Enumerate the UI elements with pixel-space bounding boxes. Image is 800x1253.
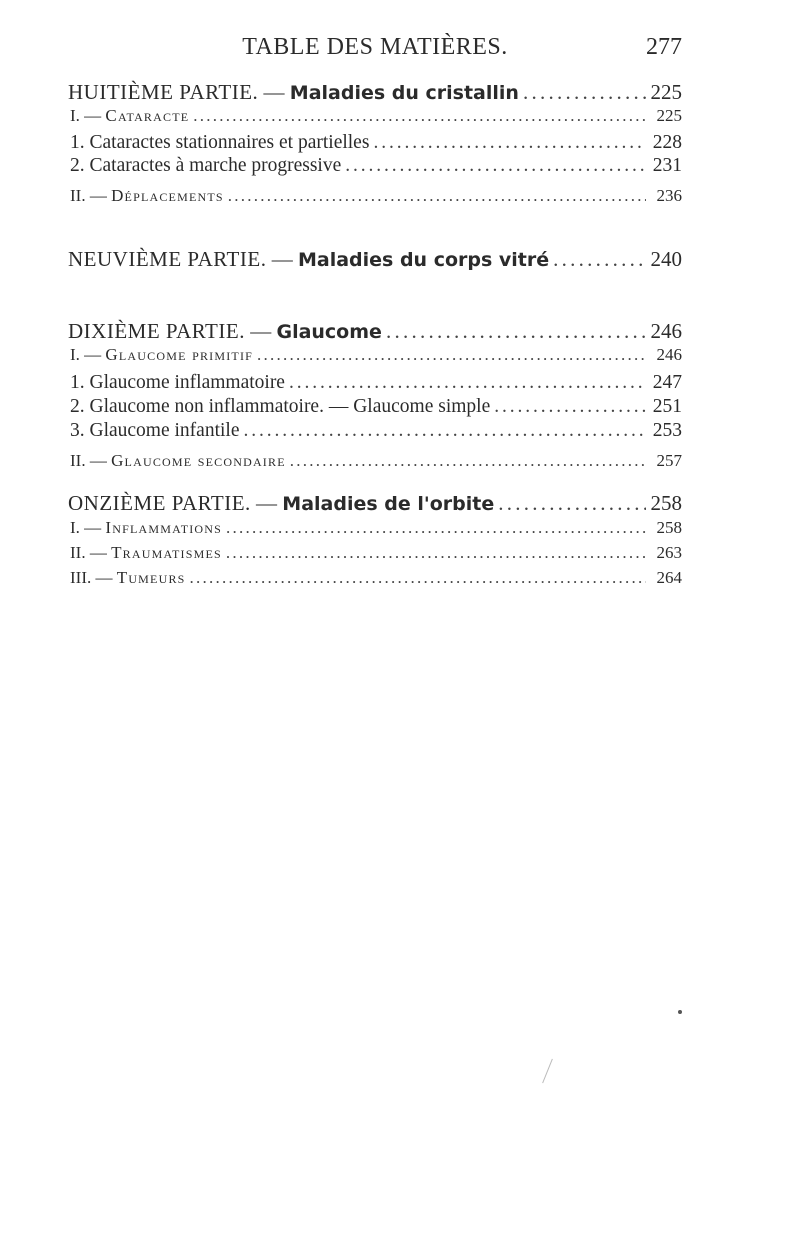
toc-item-entry[interactable]	[68, 155, 682, 179]
part-number: DIXIÈME PARTIE.	[68, 319, 245, 343]
toc-section-entry[interactable]	[68, 106, 682, 130]
page-ref: 225	[656, 106, 682, 125]
page-ref: 251	[652, 396, 682, 417]
part-number: NEUVIÈME PARTIE.	[68, 247, 267, 271]
page-ref: 258	[656, 518, 682, 537]
toc-section-entry[interactable]	[68, 543, 682, 567]
item-number: 1.	[70, 372, 85, 393]
item-number: 1.	[70, 132, 85, 153]
part-title: Glaucome	[276, 321, 382, 343]
page-ref: 264	[656, 568, 682, 587]
running-header	[68, 34, 682, 68]
toc-section-entry[interactable]	[68, 451, 682, 475]
dot-leader	[193, 106, 646, 126]
dot-leader	[523, 80, 646, 105]
dot-leader	[498, 491, 646, 516]
section-dash: —	[85, 543, 112, 562]
part-dash: —	[250, 491, 283, 515]
section-roman: II.	[70, 543, 86, 562]
page-ref: 258	[650, 491, 682, 515]
toc-part-entry[interactable]	[68, 247, 682, 271]
toc-section-entry[interactable]	[68, 345, 682, 369]
section-roman: II.	[70, 186, 86, 205]
section-dash: —	[85, 451, 112, 470]
part-title: Maladies du corps vitré	[297, 249, 550, 271]
toc-item-entry[interactable]	[68, 132, 682, 156]
section-roman: III.	[70, 568, 92, 587]
dot-leader	[373, 132, 646, 154]
paper-mark	[542, 1059, 553, 1083]
item-number: 2.	[70, 155, 85, 176]
dot-leader	[494, 396, 646, 418]
toc-part-entry[interactable]	[68, 80, 682, 104]
section-title: Déplacements	[111, 186, 224, 205]
page-ref: 228	[652, 132, 682, 153]
section-roman: I.	[70, 518, 80, 537]
toc-section-entry[interactable]	[68, 568, 682, 592]
dot-leader	[345, 155, 646, 177]
section-roman: I.	[70, 345, 80, 364]
dot-leader	[243, 420, 646, 442]
page-ref: 246	[650, 319, 682, 343]
part-dash: —	[258, 80, 290, 104]
dot-leader	[228, 186, 646, 206]
toc-item-entry[interactable]	[68, 420, 682, 444]
item-title: Glaucome non inflammatoire. — Glaucome simple	[89, 396, 491, 417]
part-number: ONZIÈME PARTIE.	[68, 491, 251, 515]
toc-section-entry[interactable]	[68, 518, 682, 542]
section-title: Traumatismes	[111, 543, 222, 562]
part-number: HUITIÈME PARTIE.	[68, 80, 259, 104]
dot-leader	[257, 345, 646, 365]
part-title: Maladies du cristallin	[289, 82, 519, 104]
page-title: TABLE DES MATIÈRES.	[242, 34, 508, 60]
section-dash: —	[79, 518, 106, 537]
section-title: Tumeurs	[116, 568, 186, 587]
section-dash: —	[79, 345, 106, 364]
page-ref: 225	[650, 80, 682, 104]
part-dash: —	[266, 247, 298, 271]
page-number: 277	[646, 34, 682, 60]
page-ref: 253	[652, 420, 682, 441]
section-dash: —	[79, 106, 106, 125]
dot-leader	[290, 451, 646, 471]
toc-part-entry[interactable]	[68, 319, 682, 343]
page-ref: 231	[652, 155, 682, 176]
dot-leader	[190, 568, 646, 588]
page-ref: 236	[656, 186, 682, 205]
part-dash: —	[244, 319, 277, 343]
dot-leader	[226, 518, 646, 538]
toc-section-entry[interactable]	[68, 186, 682, 210]
page-ref: 246	[656, 345, 682, 364]
item-title: Glaucome inflammatoire	[89, 372, 285, 393]
page-ref: 257	[656, 451, 682, 470]
section-title: Inflammations	[105, 518, 223, 537]
dot-leader	[289, 372, 646, 394]
page-ref: 240	[650, 247, 682, 271]
section-dash: —	[91, 568, 117, 587]
dot-leader	[386, 319, 646, 344]
section-roman: I.	[70, 106, 80, 125]
toc-part-entry[interactable]	[68, 491, 682, 515]
section-dash: —	[85, 186, 112, 205]
section-title: Glaucome secondaire	[111, 451, 286, 470]
ink-speck	[678, 1010, 682, 1014]
item-number: 2.	[70, 396, 85, 417]
toc-item-entry[interactable]	[68, 372, 682, 396]
item-title: Glaucome infantile	[89, 420, 240, 441]
dot-leader	[553, 247, 646, 272]
section-title: Glaucome primitif	[105, 345, 254, 364]
toc-item-entry[interactable]	[68, 396, 682, 420]
section-title: Cataracte	[105, 106, 190, 125]
section-roman: II.	[70, 451, 86, 470]
item-title: Cataractes stationnaires et partielles	[89, 132, 370, 153]
part-title: Maladies de l'orbite	[282, 493, 495, 515]
page-ref: 247	[652, 372, 682, 393]
page-ref: 263	[656, 543, 682, 562]
item-title: Cataractes à marche progressive	[89, 155, 342, 176]
dot-leader	[226, 543, 646, 563]
item-number: 3.	[70, 420, 85, 441]
